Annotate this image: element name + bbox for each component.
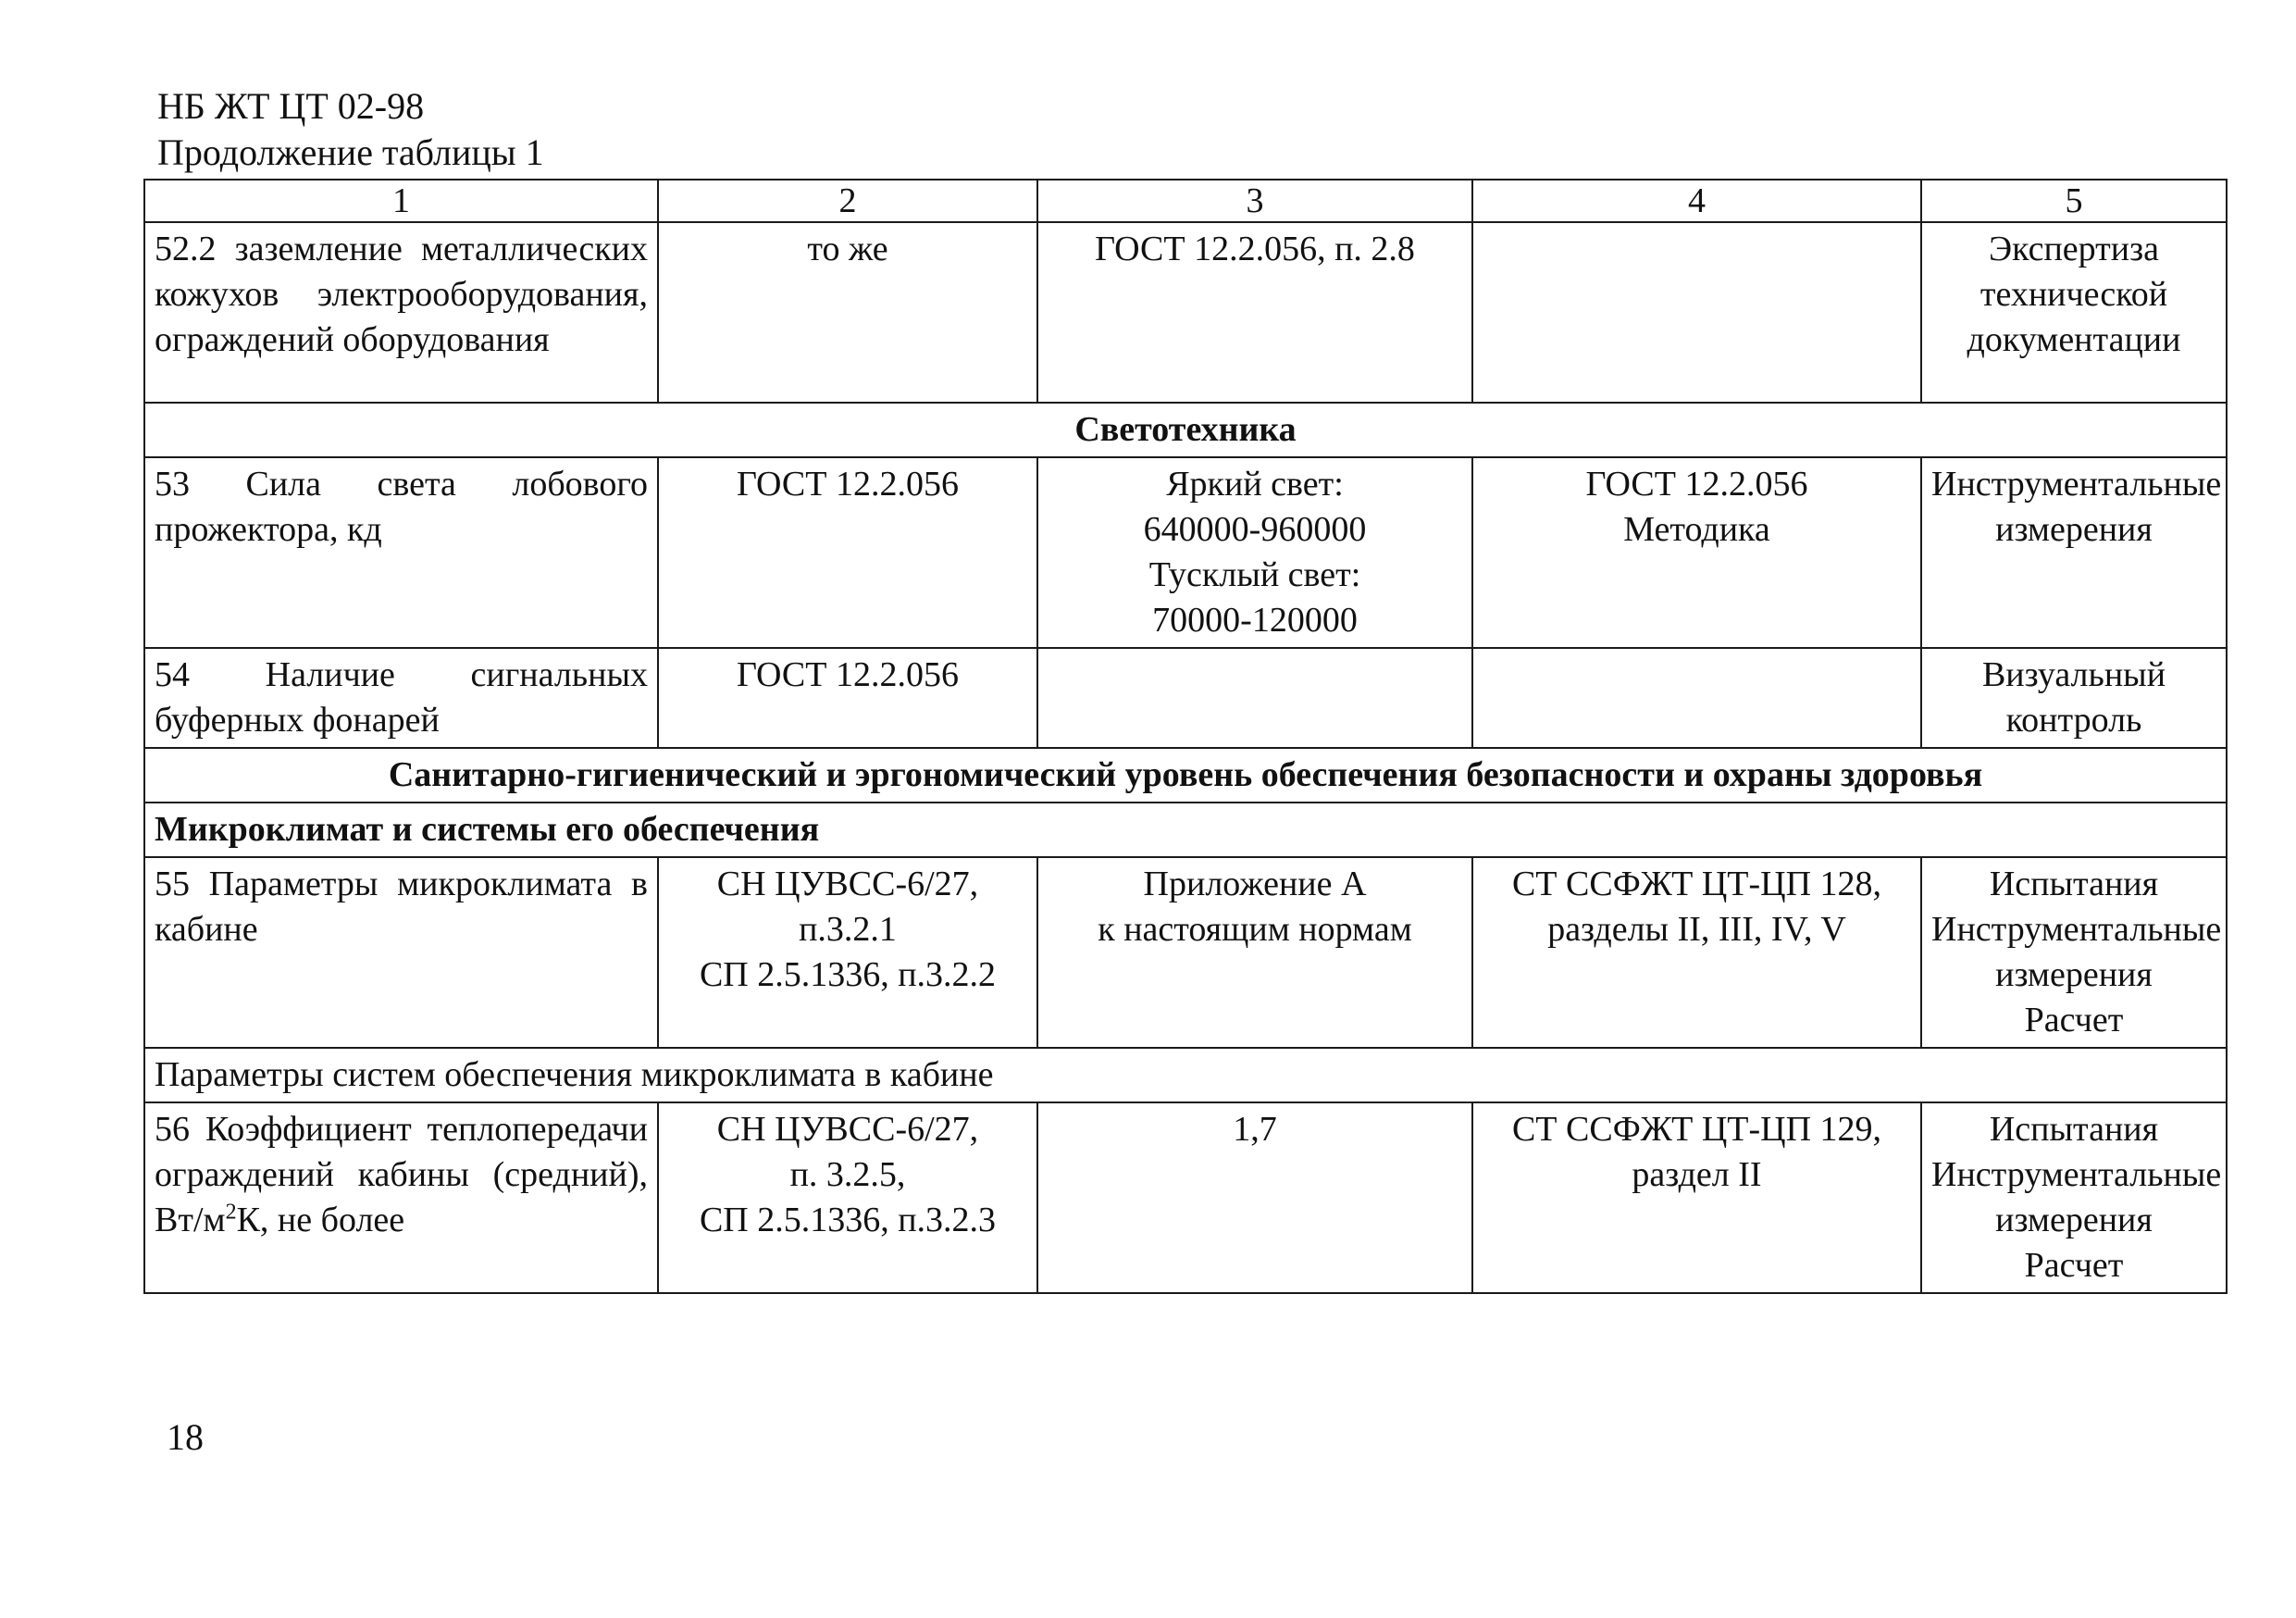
method-cell <box>1472 1102 1921 1293</box>
document-code: НБ ЖТ ЦТ 02-98 <box>157 85 425 127</box>
subsection-row <box>144 803 2227 857</box>
cell-line: Инструментальные измерения <box>1931 910 2222 994</box>
parameter-cell <box>144 1102 658 1293</box>
norm-value-cell <box>1037 857 1472 1048</box>
control-type-cell <box>1921 222 2227 403</box>
section-row <box>144 403 2227 457</box>
subsection-heading-systems: Параметры систем обеспечения микроклимата в кабине <box>144 1048 2227 1102</box>
table-row <box>144 648 2227 748</box>
column-number: 1 <box>144 180 658 222</box>
cell-line: Тусклый свет: <box>1148 555 1361 594</box>
norm-value-cell: 1,7 <box>1037 1102 1472 1293</box>
parameter-cell: 52.2 заземление металлических кожухов электрооборудования, ограждений оборудования <box>144 222 658 403</box>
section-heading-lighting: Светотехника <box>144 403 2227 457</box>
cell-line: п.3.2.1 <box>799 910 897 949</box>
norm-value-cell <box>1037 457 1472 648</box>
cell-line: Инструментальные измерения <box>1931 1155 2222 1239</box>
page-number: 18 <box>167 1416 204 1458</box>
cell-line: разделы II, III, IV, V <box>1547 910 1846 949</box>
column-number-row <box>144 180 2227 222</box>
method-cell <box>1472 648 1921 748</box>
cell-line: СТ ССФЖТ ЦТ-ЦП 129, <box>1511 1110 1882 1149</box>
parameter-cell: 53 Сила света лобового прожектора, кд <box>144 457 658 648</box>
unit-exponent: 2 <box>225 1200 237 1225</box>
cell-line: к настоящим нормам <box>1098 910 1412 949</box>
subsection-heading-microclimate: Микроклимат и системы его обеспечения <box>144 803 2227 857</box>
cell-line: СН ЦУВСС-6/27, <box>716 865 979 903</box>
subsection-row <box>144 1048 2227 1102</box>
column-number: 2 <box>658 180 1037 222</box>
normative-document-cell <box>658 1102 1037 1293</box>
cell-line: Экспертиза <box>1989 230 2159 268</box>
column-number: 5 <box>1921 180 2227 222</box>
cell-line: технической документации <box>1967 275 2181 359</box>
table-continuation-label: Продолжение таблицы 1 <box>157 131 544 173</box>
norm-value-cell: ГОСТ 12.2.056, п. 2.8 <box>1037 222 1472 403</box>
method-cell <box>1472 857 1921 1048</box>
cell-line: Инструментальные измерения <box>1931 465 2222 549</box>
table-row <box>144 1102 2227 1293</box>
section-heading-sanitary: Санитарно-гигиенический и эргономический уровень обеспечения безопасности и охраны здоровья <box>144 748 2227 803</box>
cell-line: ГОСТ 12.2.056 <box>1585 465 1808 504</box>
table-row <box>144 457 2227 648</box>
normative-document-cell: ГОСТ 12.2.056 <box>658 648 1037 748</box>
table-row <box>144 857 2227 1048</box>
control-type-cell <box>1921 857 2227 1048</box>
parameter-cell: 55 Параметры микроклимата в кабине <box>144 857 658 1048</box>
section-row <box>144 748 2227 803</box>
cell-line: Яркий свет: <box>1166 465 1344 504</box>
normative-document-cell: то же <box>658 222 1037 403</box>
cell-line: п. 3.2.5, <box>789 1155 906 1194</box>
parameter-cell: 54 Наличие сигнальных буферных фонарей <box>144 648 658 748</box>
control-type-cell <box>1921 1102 2227 1293</box>
cell-line: Расчет <box>2024 1001 2124 1039</box>
cell-line: Методика <box>1623 510 1770 549</box>
cell-line: контроль <box>2005 701 2142 740</box>
cell-line: 70000-120000 <box>1152 601 1358 640</box>
cell-line: СП 2.5.1336, п.3.2.2 <box>699 955 997 994</box>
cell-line: 640000-960000 <box>1143 510 1367 549</box>
cell-line: Испытания <box>1989 1110 2159 1149</box>
parameter-text-tail: К, не более <box>236 1201 405 1239</box>
column-number: 3 <box>1037 180 1472 222</box>
cell-line: СТ ССФЖТ ЦТ-ЦП 128, <box>1511 865 1882 903</box>
cell-line: Визуальный <box>1981 655 2166 694</box>
cell-line: Приложение А <box>1143 865 1367 903</box>
method-cell <box>1472 457 1921 648</box>
normative-document-cell <box>658 857 1037 1048</box>
cell-line: СН ЦУВСС-6/27, <box>716 1110 979 1149</box>
column-number: 4 <box>1472 180 1921 222</box>
cell-line: СП 2.5.1336, п.3.2.3 <box>699 1201 997 1239</box>
norm-value-cell <box>1037 648 1472 748</box>
cell-line: раздел II <box>1632 1155 1762 1194</box>
table-row <box>144 222 2227 403</box>
control-type-cell <box>1921 648 2227 748</box>
requirements-table <box>143 179 2228 1294</box>
parameter-text: 56 Коэффициент теплопередачи ограждений кабины (средний), Вт/м <box>155 1110 648 1239</box>
normative-document-cell: ГОСТ 12.2.056 <box>658 457 1037 648</box>
cell-line: Расчет <box>2024 1246 2124 1285</box>
method-cell <box>1472 222 1921 403</box>
control-type-cell <box>1921 457 2227 648</box>
cell-line: Испытания <box>1989 865 2159 903</box>
